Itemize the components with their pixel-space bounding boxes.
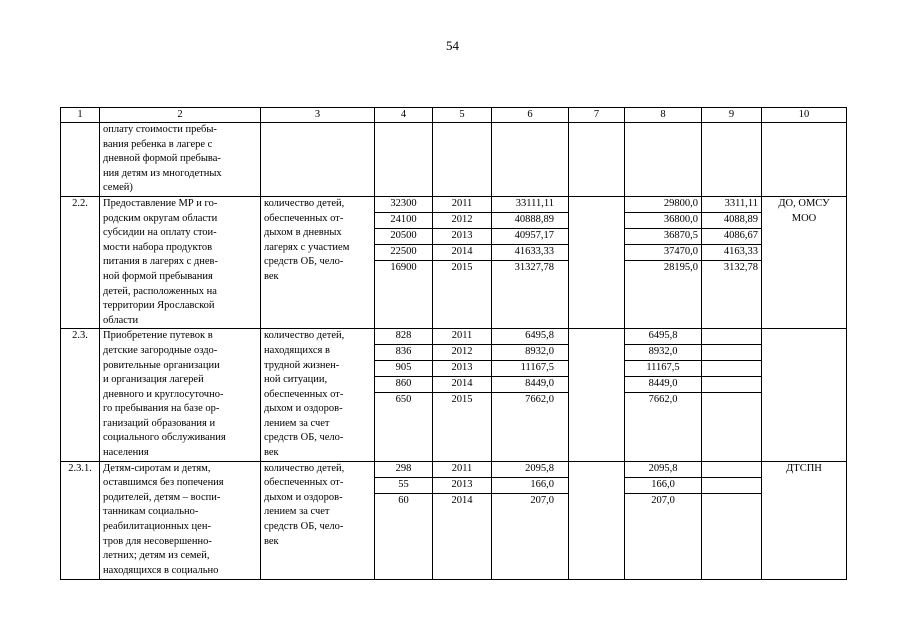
year-cell: 2014 — [451, 494, 473, 506]
header-cell: 7 — [569, 108, 625, 123]
regional-budget-cell: 28195,0 — [663, 261, 698, 273]
quantity-column — [375, 123, 433, 197]
row-description: оплату стоимости пребы- вания ребенка в лагере с дневной формой пребыва- ния детям из многодетных семей) — [100, 123, 261, 197]
year-cell: 2013 — [433, 229, 491, 245]
year-column — [433, 329, 492, 461]
executor: ДО, ОМСУ МОО — [762, 196, 847, 328]
local-budget-column — [702, 196, 762, 328]
table-row — [61, 123, 847, 197]
quantity-cell: 860 — [375, 377, 432, 393]
row-description: Приобретение путевок в детские загородные оздо- ровительные организации и организация лагерей дневного и круглосуточно- го пребывания на базе ор- ганизаций образования и социального обслуживания населения — [100, 329, 261, 461]
local-budget-cell: 4163,33 — [702, 245, 761, 261]
executor — [762, 329, 847, 461]
total-funding-cell: 31327,78 — [514, 261, 554, 273]
header-cell: 9 — [702, 108, 762, 123]
total-funding-cell: 33111,11 — [492, 197, 568, 213]
quantity-column — [375, 461, 433, 579]
year-cell: 2011 — [433, 329, 491, 345]
year-cell: 2011 — [433, 197, 491, 213]
header-cell: 2 — [100, 108, 261, 123]
local-budget-cell: 4086,67 — [702, 229, 761, 245]
header-cell: 5 — [433, 108, 492, 123]
local-budget-cell — [702, 345, 761, 361]
local-budget-cell — [702, 494, 761, 509]
year-cell: 2014 — [433, 377, 491, 393]
program-table — [60, 107, 847, 580]
quantity-cell: 16900 — [390, 261, 417, 273]
column-7-cell — [569, 461, 625, 579]
row-number: 2.3. — [61, 329, 100, 461]
local-budget-cell — [702, 329, 761, 345]
quantity-column — [375, 329, 433, 461]
regional-budget-cell: 7662,0 — [648, 394, 678, 406]
quantity-cell: 650 — [395, 394, 412, 406]
regional-budget-cell: 11167,5 — [625, 361, 701, 377]
table-row — [61, 329, 847, 461]
local-budget-cell — [702, 462, 761, 478]
local-budget-cell: 3311,11 — [702, 197, 761, 213]
header-row — [61, 108, 847, 123]
regional-budget-cell: 166,0 — [625, 478, 701, 494]
quantity-cell: 836 — [375, 345, 432, 361]
total-funding-cell: 6495,8 — [492, 329, 568, 345]
total-funding-cell: 8932,0 — [492, 345, 568, 361]
year-cell: 2012 — [433, 213, 491, 229]
local-budget-cell: 3132,78 — [723, 261, 758, 273]
executor: ДТСПН — [762, 461, 847, 579]
quantity-cell: 20500 — [375, 229, 432, 245]
regional-budget-cell: 36870,5 — [625, 229, 701, 245]
quantity-cell: 22500 — [375, 245, 432, 261]
local-budget-cell: 4088,89 — [702, 213, 761, 229]
column-7-cell — [569, 329, 625, 461]
row-indicator: количество детей, находящихся в трудной жизнен- ной ситуации, обеспеченных от- дыхом и оздоров- лением за счет средств ОБ, чело- век — [261, 329, 375, 461]
year-column — [433, 196, 492, 328]
row-number: 2.2. — [61, 196, 100, 328]
local-budget-column — [702, 329, 762, 461]
row-description: Предоставление МР и го- родским округам области субсидии на оплату стои- мости набора продуктов питания в лагерях с днев- ной формой пребывания детей, расположенных на территории Ярославской области — [100, 196, 261, 328]
local-budget-cell — [702, 377, 761, 393]
header-cell: 6 — [492, 108, 569, 123]
total-funding-column — [492, 329, 569, 461]
header-cell: 3 — [261, 108, 375, 123]
year-cell: 2013 — [433, 478, 491, 494]
quantity-cell: 905 — [375, 361, 432, 377]
regional-budget-cell: 8449,0 — [625, 377, 701, 393]
total-funding-cell: 2095,8 — [492, 462, 568, 478]
year-cell: 2011 — [433, 462, 491, 478]
page-number: 54 — [446, 38, 459, 53]
regional-budget-cell: 207,0 — [651, 494, 675, 506]
total-funding-column — [492, 461, 569, 579]
regional-budget-column — [625, 461, 702, 579]
local-budget-column — [702, 123, 762, 197]
regional-budget-cell: 8932,0 — [625, 345, 701, 361]
regional-budget-cell: 36800,0 — [625, 213, 701, 229]
header-cell: 8 — [625, 108, 702, 123]
total-funding-cell: 40957,17 — [492, 229, 568, 245]
total-funding-cell: 207,0 — [530, 494, 554, 506]
year-column — [433, 123, 492, 197]
quantity-cell: 298 — [375, 462, 432, 478]
regional-budget-cell: 2095,8 — [625, 462, 701, 478]
row-description: Детям-сиротам и детям, оставшимся без попечения родителей, детям – воспи- танникам социально- реабилитационных цен- тров для несовершенно- летних; детям из семей, находящихся в социально — [100, 461, 261, 579]
total-funding-cell: 41633,33 — [492, 245, 568, 261]
year-cell: 2013 — [433, 361, 491, 377]
quantity-cell: 24100 — [375, 213, 432, 229]
column-7-cell — [569, 123, 625, 197]
quantity-cell: 60 — [398, 494, 409, 506]
year-cell: 2015 — [451, 394, 473, 406]
column-7-cell — [569, 196, 625, 328]
executor — [762, 123, 847, 197]
regional-budget-cell: 37470,0 — [625, 245, 701, 261]
regional-budget-column — [625, 329, 702, 461]
row-indicator — [261, 123, 375, 197]
header-cell: 10 — [762, 108, 847, 123]
total-funding-cell: 40888,89 — [492, 213, 568, 229]
total-funding-column — [492, 196, 569, 328]
quantity-cell: 32300 — [375, 197, 432, 213]
total-funding-column — [492, 123, 569, 197]
table-row — [61, 196, 847, 328]
quantity-cell: 55 — [375, 478, 432, 494]
total-funding-cell: 11167,5 — [492, 361, 568, 377]
local-budget-cell — [702, 361, 761, 377]
quantity-cell: 828 — [375, 329, 432, 345]
local-budget-cell — [702, 478, 761, 494]
year-cell: 2015 — [451, 261, 473, 273]
header-cell: 1 — [61, 108, 100, 123]
quantity-column — [375, 196, 433, 328]
row-number: 2.3.1. — [61, 461, 100, 579]
year-column — [433, 461, 492, 579]
regional-budget-cell: 6495,8 — [625, 329, 701, 345]
year-cell: 2014 — [433, 245, 491, 261]
row-number — [61, 123, 100, 197]
row-indicator: количество детей, обеспеченных от- дыхом в дневных лагерях с участием средств ОБ, чело- век — [261, 196, 375, 328]
header-cell: 4 — [375, 108, 433, 123]
total-funding-cell: 166,0 — [492, 478, 568, 494]
year-cell: 2012 — [433, 345, 491, 361]
regional-budget-cell: 29800,0 — [625, 197, 701, 213]
regional-budget-column — [625, 123, 702, 197]
total-funding-cell: 7662,0 — [525, 394, 554, 406]
regional-budget-column — [625, 196, 702, 328]
table-row — [61, 461, 847, 579]
local-budget-column — [702, 461, 762, 579]
local-budget-cell — [702, 393, 761, 408]
total-funding-cell: 8449,0 — [492, 377, 568, 393]
row-indicator: количество детей, обеспеченных от- дыхом и оздоров- лением за счет средств ОБ, чело- век — [261, 461, 375, 579]
